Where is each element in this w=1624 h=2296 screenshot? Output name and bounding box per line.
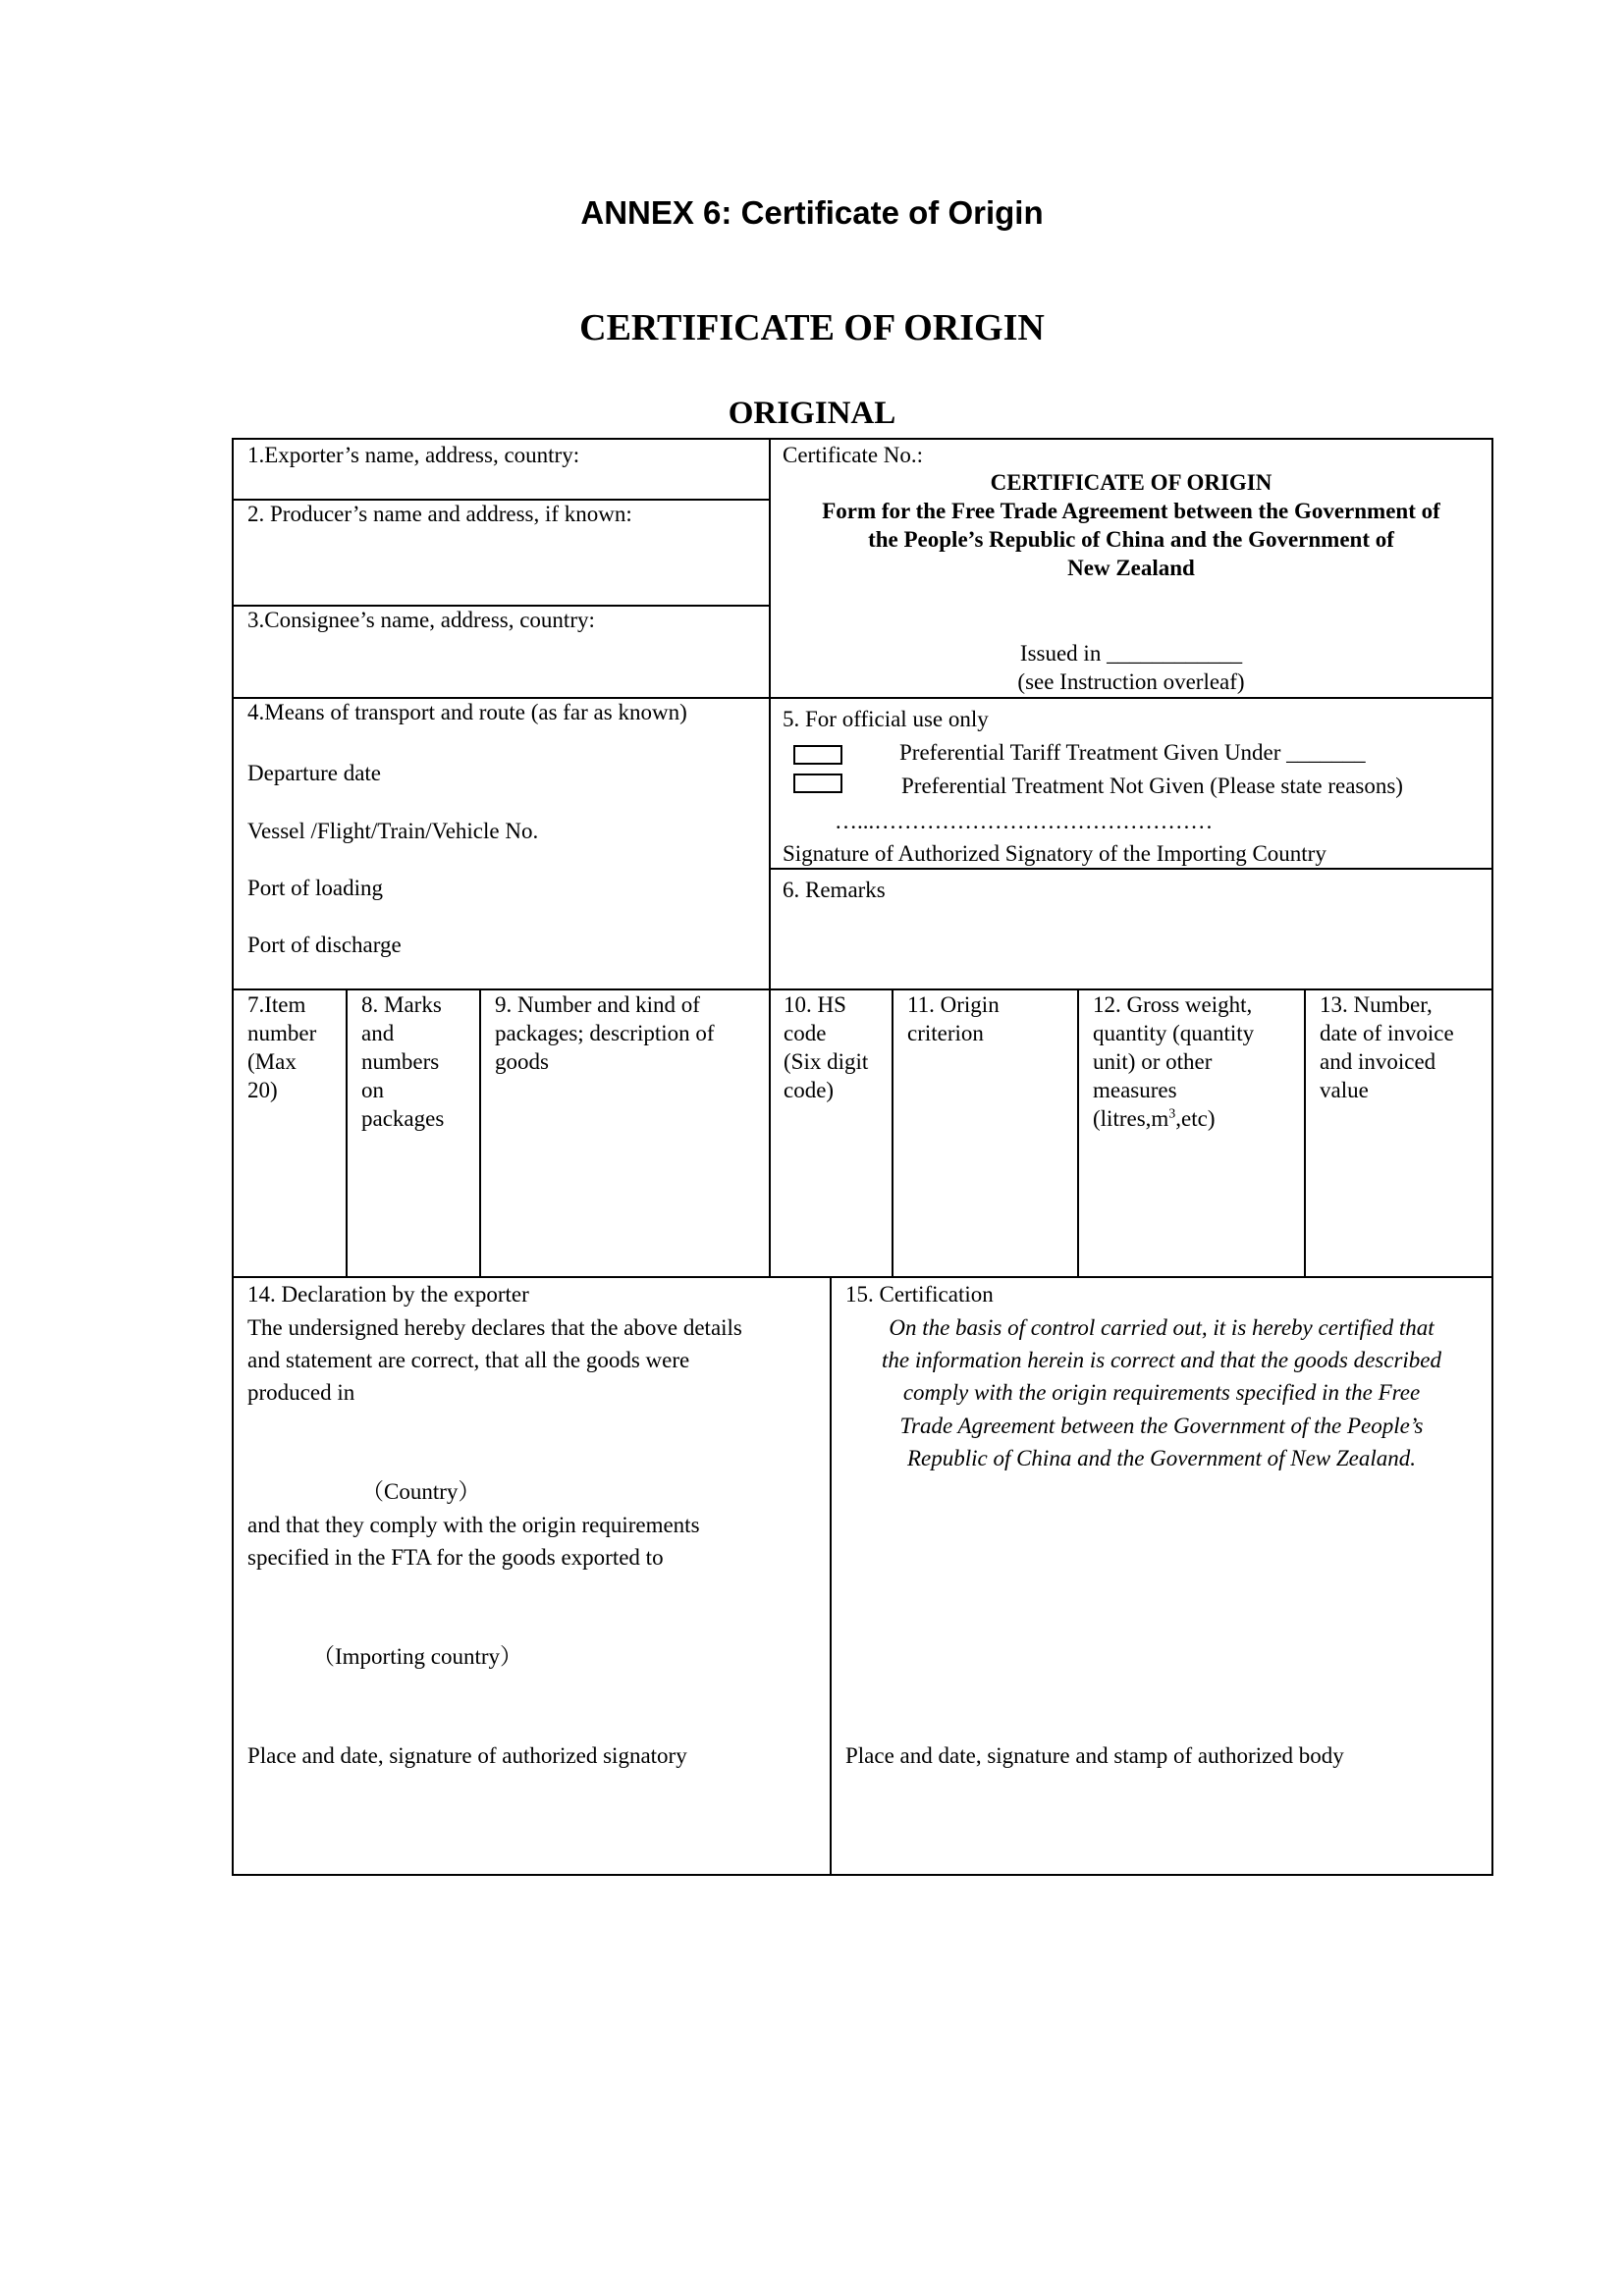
annex-heading: ANNEX 6: Certificate of Origin: [580, 194, 1044, 231]
certification-line-3: comply with the origin requirements specified in the Free: [902, 1380, 1421, 1405]
hs-code-header: 10. HS code (Six digit code): [784, 992, 869, 1102]
certification-title: 15. Certification: [845, 1282, 994, 1307]
preferential-not-given-label: Preferential Treatment Not Given (Please state reasons): [901, 774, 1403, 798]
packages-header: 9. Number and kind of packages; description of goods: [495, 992, 715, 1074]
vessel-label: Vessel /Flight/Train/Vehicle No.: [247, 819, 539, 843]
document-title: CERTIFICATE OF ORIGIN: [579, 307, 1045, 348]
issued-in: Issued in ____________: [1019, 641, 1243, 666]
certificate-no-label: Certificate No.:: [783, 443, 924, 467]
port-of-discharge-label: Port of discharge: [247, 933, 402, 957]
form-line-3: New Zealand: [1067, 556, 1195, 580]
declaration-line-4: and that they comply with the origin requirements: [247, 1513, 700, 1537]
invoice-header: 13. Number, date of invoice and invoiced value: [1320, 992, 1454, 1102]
certification-signature-label: Place and date, signature and stamp of authorized body: [845, 1743, 1344, 1768]
declaration-line-3: produced in: [247, 1380, 355, 1405]
declaration-line-1: The undersigned hereby declares that the above details: [247, 1315, 742, 1340]
signature-dotted-line: …...………………………………………: [835, 809, 1214, 833]
form-line-2: the People’s Republic of China and the Government of: [868, 527, 1394, 552]
gross-weight-header: 12. Gross weight, quantity (quantity unit) or other measures $(litres,m^3,etc)$: [1093, 992, 1255, 1131]
transport-label: 4.Means of transport and route (as far as known): [247, 700, 687, 724]
certification-line-2: the information herein is correct and that the goods described: [881, 1348, 1442, 1372]
importing-country-label: （Importing country）: [312, 1644, 522, 1669]
item-header: 7.Item number (Max 20): [247, 992, 317, 1102]
consignee-label: 3.Consignee’s name, address, country:: [247, 608, 595, 632]
declaration-line-2: and statement are correct, that all the goods were: [247, 1348, 690, 1372]
marks-header: 8. Marks and numbers on packages: [361, 992, 445, 1131]
producer-label: 2. Producer’s name and address, if known:: [247, 502, 632, 526]
certification-line-4: Trade Agreement between the Government of the People’s: [899, 1414, 1424, 1438]
remarks-label: 6. Remarks: [783, 878, 886, 902]
preferential-not-given-checkbox[interactable]: [793, 774, 842, 793]
declaration-line-5: specified in the FTA for the goods exported to: [247, 1545, 664, 1570]
departure-date-label: Departure date: [247, 761, 382, 785]
origin-criterion-header: 11. Origin criterion: [907, 992, 1000, 1045]
preferential-given-label: Preferential Tariff Treatment Given Under _______: [899, 740, 1366, 765]
original-label: ORIGINAL: [728, 396, 896, 431]
declaration-title: 14. Declaration by the exporter: [247, 1282, 529, 1307]
port-of-loading-label: Port of loading: [247, 876, 383, 900]
official-use-label: 5. For official use only: [783, 707, 989, 731]
exporter-label: 1.Exporter’s name, address, country:: [247, 443, 580, 467]
country-label: （Country）: [361, 1479, 481, 1504]
form-line-1: Form for the Free Trade Agreement between the Government of: [822, 499, 1440, 523]
form-title: CERTIFICATE OF ORIGIN: [990, 470, 1272, 495]
preferential-given-checkbox[interactable]: [793, 745, 842, 765]
signature-importing-label: Signature of Authorized Signatory of the Importing Country: [783, 841, 1326, 866]
certification-line-5: Republic of China and the Government of New Zealand.: [906, 1446, 1417, 1470]
see-instruction: (see Instruction overleaf): [1017, 669, 1245, 694]
declaration-signature-label: Place and date, signature of authorized signatory: [247, 1743, 687, 1768]
certification-line-1: On the basis of control carried out, it is hereby certified that: [889, 1315, 1435, 1340]
